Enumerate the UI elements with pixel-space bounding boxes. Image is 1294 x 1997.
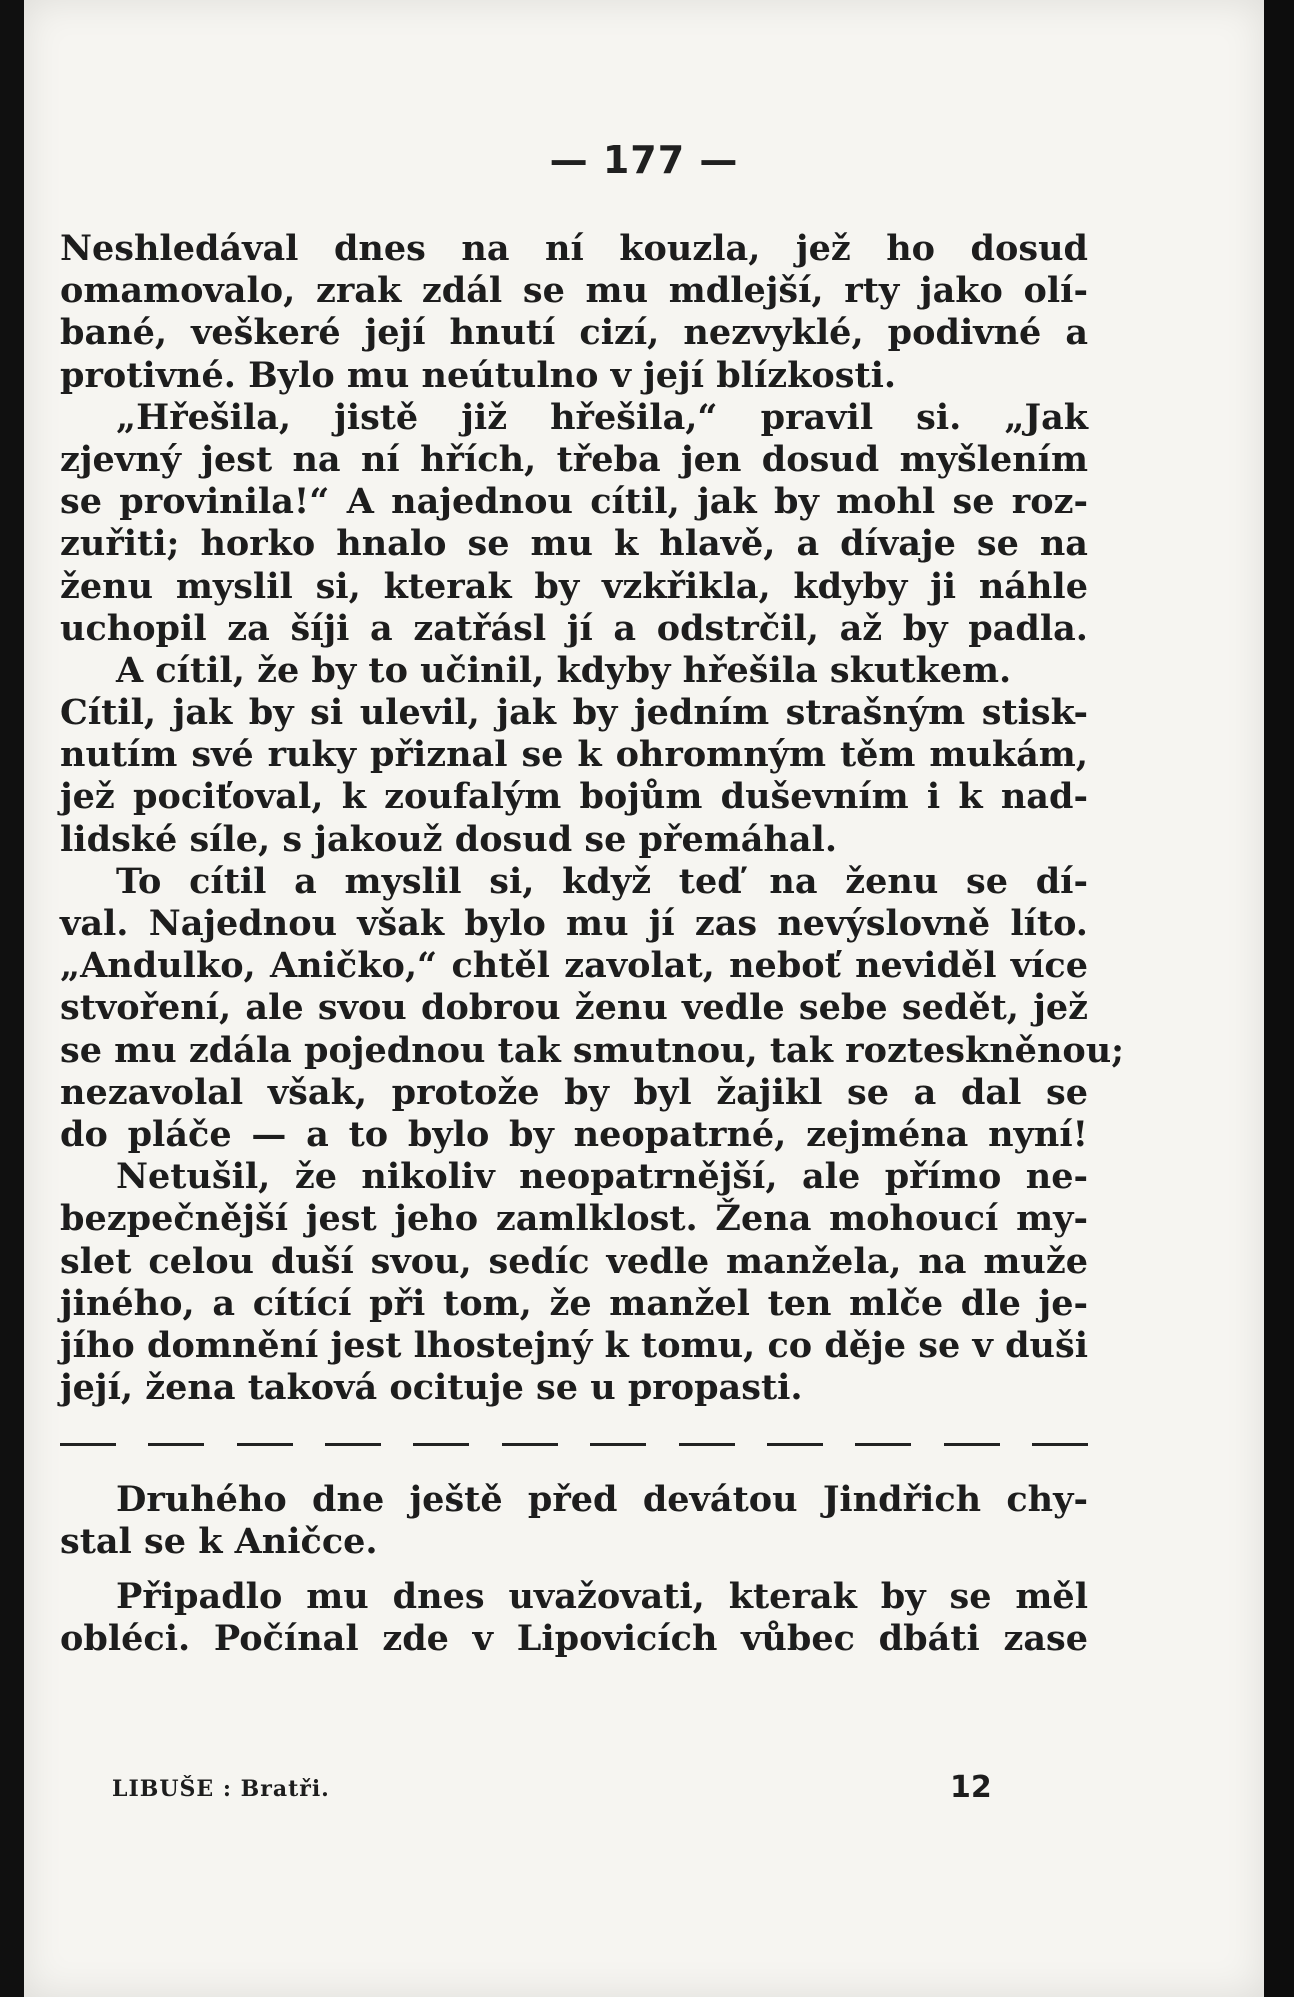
- text-line: se provinila!“ A najednou cítil, jak by mohl se roz-: [60, 481, 1088, 523]
- text-line: obléci. Počínal zde v Lipovicích vůbec dbáti zase: [60, 1617, 1088, 1659]
- text-line: lidské síle, s jakouž dosud se přemáhal.: [60, 818, 838, 860]
- text-line: do pláče — a to bylo by neopatrné, zejména nyní!: [60, 1113, 1088, 1155]
- text-line: jího domnění jest lhostejný k tomu, co děje se v duši: [60, 1324, 1088, 1366]
- text-line: Cítil, jak by si ulevil, jak by jedním strašným stisk-: [60, 692, 1088, 734]
- text-line: nutím své ruky přiznal se k ohromným těm mukám,: [60, 734, 1088, 776]
- text-line: stvoření, ale svou dobrou ženu vedle sebe sedět, jež: [60, 987, 1088, 1029]
- text-line: Neshledával dnes na ní kouzla, jež ho dosud: [60, 228, 1088, 269]
- text-line: val. Najednou však bylo mu jí zas nevýslovně líto.: [60, 903, 1088, 944]
- text-line: Druhého dne ještě před devátou Jindřich chy-: [116, 1479, 1088, 1521]
- text-line: Připadlo mu dnes uvažovati, kterak by se měl: [116, 1575, 1088, 1617]
- text-line: A cítil, že by to učinil, kdyby hřešila skutkem.: [116, 649, 1012, 691]
- section-dash: [502, 1443, 558, 1446]
- text-line: se mu zdála pojednou tak smutnou, tak rozteskněnou;: [60, 1029, 1125, 1071]
- section-dash: [237, 1443, 293, 1446]
- section-dash: [325, 1443, 381, 1446]
- scan-edge-right: [1264, 0, 1294, 1997]
- section-dash: [855, 1443, 911, 1446]
- section-dash: [767, 1443, 823, 1446]
- text-line: ženu myslil si, kterak by vzkřikla, kdyby ji náhle: [60, 565, 1088, 607]
- text-line: omamovalo, zrak zdál se mu mdlejší, rty jako olí-: [60, 270, 1088, 312]
- text-line: „Andulko, Aničko,“ chtěl zavolat, neboť neviděl více: [60, 945, 1088, 987]
- text-line: zjevný jest na ní hřích, třeba jen dosud myšlením: [60, 438, 1088, 480]
- text-line: bezpečnější jest jeho zamlklost. Žena mohoucí my-: [60, 1198, 1088, 1240]
- text-line: zuřiti; horko hnalo se mu k hlavě, a dívaje se na: [60, 523, 1088, 565]
- text-line: „Hřešila, jistě již hřešila,“ pravil si. „Jak: [116, 396, 1088, 438]
- section-dash: [590, 1443, 646, 1446]
- scan-edge-left: [0, 0, 24, 1997]
- book-page: [24, 0, 1264, 1997]
- section-dash: [1032, 1443, 1088, 1446]
- text-line: stal se k Aničce.: [60, 1521, 378, 1563]
- text-line: nezavolal však, protože by byl žajikl se a dal se: [60, 1071, 1088, 1113]
- text-line: jež pociťoval, k zoufalým bojům duševním i k nad-: [60, 776, 1088, 818]
- sheet-number: 12: [950, 1770, 992, 1805]
- text-line: Netušil, že nikoliv neopatrnější, ale přímo ne-: [116, 1156, 1088, 1198]
- text-line: bané, veškeré její hnutí cizí, nezvyklé, podivné a: [60, 312, 1088, 354]
- page-number: — 177 —: [549, 138, 739, 182]
- text-line: protivné. Bylo mu neútulno v její blízkosti.: [60, 354, 897, 396]
- printer-signature: LIBUŠE : Bratři.: [112, 1776, 330, 1802]
- section-dash: [679, 1443, 735, 1446]
- section-dash: [60, 1443, 116, 1446]
- text-line: její, žena taková ocituje se u propasti.: [60, 1367, 803, 1409]
- page-footer: [24, 1770, 1264, 1810]
- section-break: [60, 1409, 1088, 1479]
- text-line: uchopil za šíji a zatřásl jí a odstrčil, až by padla.: [60, 607, 1088, 649]
- section-dash: [148, 1443, 204, 1446]
- section-dash: [944, 1443, 1000, 1446]
- section-dash: [413, 1443, 469, 1446]
- body-text: [60, 228, 1125, 1660]
- text-line: slet celou duší svou, sedíc vedle manžela, na muže: [60, 1240, 1088, 1282]
- text-line: jiného, a cítící při tom, že manžel ten mlče dle je-: [60, 1282, 1088, 1324]
- text-line: To cítil a myslil si, když teď na ženu se dí-: [116, 860, 1088, 902]
